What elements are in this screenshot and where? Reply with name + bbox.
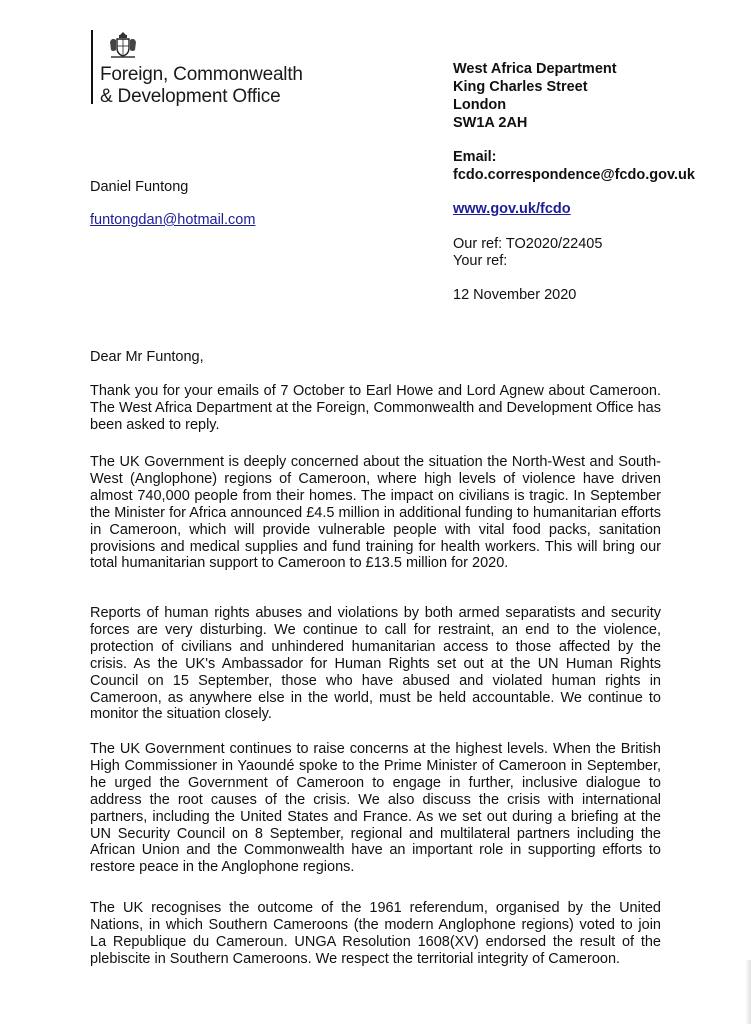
address-line: SW1A 2AH — [453, 115, 528, 131]
your-ref: Your ref: — [453, 253, 508, 269]
logo-divider — [91, 30, 93, 104]
reference-block — [453, 236, 602, 270]
body-paragraph: The UK Government is deeply concerned about the situation the North-West and South-West (Anglophone) regions of Cameroon, where high levels of violence have driven almost 740,000 people from their homes. The impact on civilians is tragic. In September the Minister for Africa announced £4.5 million in additional funding to humanitarian efforts in Cameroon, which will provide vulnerable people with vital food packs, sanitation provisions and medical supplies and fund training for health workers. This will bring our total humanitarian support to Cameroon to £13.5 million for 2020. — [90, 454, 661, 572]
sender-address — [453, 60, 617, 132]
sender-email: fcdo.correspondence@fcdo.gov.uk — [453, 167, 695, 183]
email-label: Email: — [453, 149, 497, 165]
sender-email-block — [453, 148, 695, 184]
body-paragraph: The UK Government continues to raise concerns at the highest levels. When the British High Commissioner in Yaoundé spoke to the Prime Minister of Cameroon in September, he urged the Government of Cameroon to engage in further, inclusive dialogue to address the root causes of the crisis. We also discuss the crisis with international partners, including the United States and France. As we set out during a briefing at the UN Security Council on 8 September, regional and multilateral partners including the African Union and the Commonwealth have an important role in supporting efforts to restore peace in the Anglophone regions. — [90, 741, 661, 876]
organisation-name — [100, 64, 303, 108]
body-paragraph: The UK recognises the outcome of the 1961 referendum, organised by the United Nations, in which Southern Cameroons (the modern Anglophone regions) voted to join La Republique du Cameroun. UNGA Resolution 1608(XV) endorsed the result of the plebiscite in Southern Cameroons. We respect the territorial integrity of Cameroon. — [90, 900, 661, 967]
royal-coat-of-arms-icon — [106, 30, 140, 62]
letter-date: 12 November 2020 — [453, 287, 577, 303]
address-line: London — [453, 97, 507, 113]
address-line: King Charles Street — [453, 79, 588, 95]
address-line: West Africa Department — [453, 61, 617, 77]
website-link[interactable]: www.gov.uk/fcdo — [453, 201, 571, 217]
org-name-line2: & Development Office — [100, 86, 281, 107]
body-paragraph: Thank you for your emails of 7 October to Earl Howe and Lord Agnew about Cameroon. The West Africa Department at the Foreign, Commonwealth and Development Office has been asked to reply. — [90, 383, 661, 433]
org-name-line1: Foreign, Commonwealth — [100, 64, 303, 85]
body-paragraph: Reports of human rights abuses and violations by both armed separatists and security forces are very disturbing. We continue to call for restraint, an end to the violence, protection of civilians and unhindered humanitarian access to those affected by the crisis. As the UK's Ambassador for Human Rights set out at the UN Human Rights Council on 15 September, those who have abused and violated human rights in Cameroon, as anywhere else in the world, must be held accountable. We continue to monitor the situation closely. — [90, 605, 661, 723]
page-edge-shadow — [745, 960, 751, 1024]
recipient-name: Daniel Funtong — [90, 179, 189, 195]
our-ref: Our ref: TO2020/22405 — [453, 236, 603, 252]
recipient-email-link[interactable]: funtongdan@hotmail.com — [90, 212, 256, 228]
salutation: Dear Mr Funtong, — [90, 349, 204, 365]
